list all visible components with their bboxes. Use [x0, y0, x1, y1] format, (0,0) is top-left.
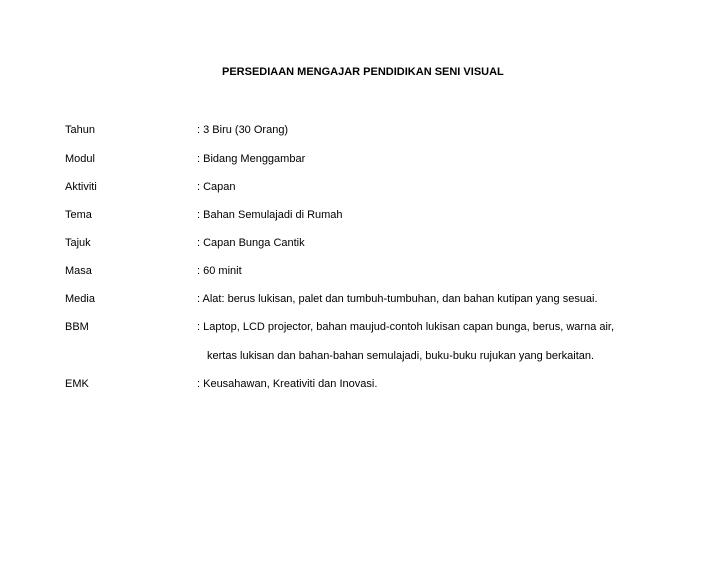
document-title: PERSEDIAAN MENGAJAR PENDIDIKAN SENI VISUAL: [222, 66, 504, 78]
row-label: Media: [65, 293, 95, 305]
row-value: : Laptop, LCD projector, bahan maujud-contoh lukisan capan bunga, berus, warna air,: [197, 321, 615, 333]
info-row-bbm: [0, 321, 728, 337]
info-row-tema: [0, 209, 728, 225]
row-value: : Capan: [197, 181, 236, 193]
row-label: Aktiviti: [65, 181, 97, 193]
row-label: Tahun: [65, 124, 95, 136]
row-value: kertas lukisan dan bahan-bahan semulajadi, buku-buku rujukan yang berkaitan.: [207, 350, 595, 362]
row-label: Tema: [65, 209, 92, 221]
row-value: : Bidang Menggambar: [197, 153, 306, 165]
info-row-emk: [0, 378, 728, 394]
row-label: Tajuk: [65, 237, 91, 249]
row-label: EMK: [65, 378, 89, 390]
row-label: BBM: [65, 321, 89, 333]
row-value: : 3 Biru (30 Orang): [197, 124, 289, 136]
info-row-masa: [0, 265, 728, 281]
info-row-bbm-continued: [0, 350, 728, 366]
info-row-media: [0, 293, 728, 309]
row-value: : 60 minit: [197, 265, 242, 277]
row-value: : Alat: berus lukisan, palet dan tumbuh-tumbuhan, dan bahan kutipan yang sesuai.: [197, 293, 598, 305]
info-row-tahun: [0, 124, 728, 140]
info-row-aktiviti: [0, 181, 728, 197]
row-value: : Bahan Semulajadi di Rumah: [197, 209, 343, 221]
row-value: : Capan Bunga Cantik: [197, 237, 305, 249]
row-label: Masa: [65, 265, 92, 277]
row-value: : Keusahawan, Kreativiti dan Inovasi.: [197, 378, 378, 390]
info-row-modul: [0, 153, 728, 169]
info-row-tajuk: [0, 237, 728, 253]
row-label: Modul: [65, 153, 95, 165]
